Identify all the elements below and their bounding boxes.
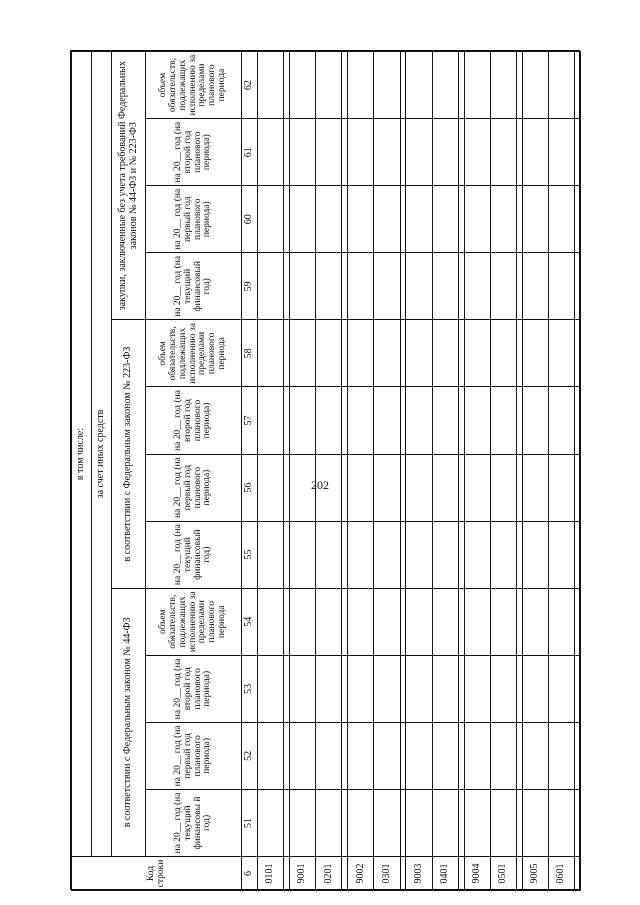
- header-law223: в соответствии с Федеральным законом № 223-ФЗ: [112, 320, 146, 588]
- header-code: Код строки: [72, 857, 242, 891]
- row-code: 0101: [258, 857, 284, 891]
- table-cell: [374, 789, 400, 856]
- row-code: 0201: [316, 857, 342, 891]
- table-row: [522, 52, 548, 891]
- table-cell: [290, 655, 316, 722]
- table-cell: [406, 789, 432, 856]
- table-cell: [374, 722, 400, 789]
- table-cell: [290, 52, 316, 119]
- table-cell: [548, 320, 574, 387]
- row-code: 9005: [522, 857, 548, 891]
- header-including: в том числе:: [72, 52, 92, 857]
- column-number: 55: [242, 521, 258, 588]
- column-number: 57: [242, 387, 258, 454]
- table-cell: [406, 521, 432, 588]
- table-cell: [348, 320, 374, 387]
- subheader-law44-current: на 20__ год (на текущий финансовы й год): [146, 789, 242, 856]
- table-cell: [432, 789, 458, 856]
- table-cell: [258, 588, 284, 655]
- table-cell: [348, 588, 374, 655]
- table-cell: [432, 119, 458, 186]
- table-cell: [290, 454, 316, 521]
- table-cell: [548, 387, 574, 454]
- table-cell: [348, 52, 374, 119]
- table-cell: [258, 722, 284, 789]
- table-cell: [406, 320, 432, 387]
- table-cell: [348, 387, 374, 454]
- table-cell: [316, 387, 342, 454]
- row-code: 9004: [464, 857, 490, 891]
- subheader-nolaw-second: на 20__ год (на второй год планового периода): [146, 119, 242, 186]
- table-row: [490, 52, 516, 891]
- table-cell: [432, 655, 458, 722]
- table-cell: [575, 588, 581, 655]
- table-cell: [575, 387, 581, 454]
- table-row: [432, 52, 458, 891]
- procurement-table: [71, 51, 581, 891]
- table-cell: [575, 722, 581, 789]
- row-code: 0301: [374, 857, 400, 891]
- subheader-law223-current: на 20__ год (на текущий финансовый год): [146, 521, 242, 588]
- table-cell: [258, 387, 284, 454]
- header-other-funds: за счет иных средств: [92, 52, 112, 857]
- table-cell: [432, 722, 458, 789]
- table-cell: [348, 119, 374, 186]
- table-cell: [432, 454, 458, 521]
- table-cell: [522, 253, 548, 320]
- row-code: 9002: [348, 857, 374, 891]
- table-cell: [464, 186, 490, 253]
- table-cell: [432, 588, 458, 655]
- subheader-law223-beyond: объем обязательств, подлежащих исполнению за пределами планового периода: [146, 320, 242, 387]
- table-cell: [432, 320, 458, 387]
- table-cell: [258, 253, 284, 320]
- subheader-nolaw-current: на 20__ год (на текущий финансовый год): [146, 253, 242, 320]
- table-cell: [522, 655, 548, 722]
- table-cell: [490, 521, 516, 588]
- table-cell: [374, 253, 400, 320]
- table-cell: [548, 655, 574, 722]
- table-cell: [290, 186, 316, 253]
- table-cell: [290, 521, 316, 588]
- subheader-law223-first: на 20__ год (на первый год планового периода): [146, 454, 242, 521]
- table-cell: [258, 454, 284, 521]
- table-cell: [374, 655, 400, 722]
- table-cell: [575, 521, 581, 588]
- row-code: 9003: [406, 857, 432, 891]
- table-cell: [464, 387, 490, 454]
- table-cell: [575, 789, 581, 856]
- table-cell: [290, 722, 316, 789]
- table-row: [290, 52, 316, 891]
- table-cell: [432, 253, 458, 320]
- table-row: [548, 52, 574, 891]
- table-cell: [316, 722, 342, 789]
- table-cell: [316, 320, 342, 387]
- table-cell: [548, 186, 574, 253]
- table-cell: [348, 253, 374, 320]
- table-cell: [374, 387, 400, 454]
- subheader-law223-second: на 20__ год (на второй год планового периода): [146, 387, 242, 454]
- table-cell: [575, 119, 581, 186]
- table-cell: [432, 52, 458, 119]
- table-cell: [406, 253, 432, 320]
- table-cell: [490, 789, 516, 856]
- table-cell: [348, 521, 374, 588]
- table-row: [316, 52, 342, 891]
- table-cell: [490, 52, 516, 119]
- table-cell: [432, 186, 458, 253]
- table-cell: [374, 320, 400, 387]
- table-cell: [316, 52, 342, 119]
- table-cell: [490, 119, 516, 186]
- table-cell: [374, 52, 400, 119]
- table-cell: [490, 588, 516, 655]
- table-cell: [258, 789, 284, 856]
- table-cell: [490, 253, 516, 320]
- table-cell: [464, 253, 490, 320]
- table-cell: [316, 588, 342, 655]
- table-cell: [575, 454, 581, 521]
- table-cell: [316, 253, 342, 320]
- table-cell: [348, 722, 374, 789]
- table-cell: [258, 655, 284, 722]
- table-cell: [406, 387, 432, 454]
- table-cell: [290, 588, 316, 655]
- subheader-nolaw-beyond: объем обязательств, подлежащих исполнению за пределами планового периода: [146, 52, 242, 119]
- column-number: 61: [242, 119, 258, 186]
- table-cell: [522, 320, 548, 387]
- table-cell: [374, 119, 400, 186]
- table-cell: [258, 320, 284, 387]
- table-row: [374, 52, 400, 891]
- rotated-table-container: [71, 51, 581, 891]
- table-cell: [258, 521, 284, 588]
- table-cell: [548, 722, 574, 789]
- table-row: [406, 52, 432, 891]
- subheader-law44-second: на 20__ год (на второй год планового периода): [146, 655, 242, 722]
- table-row: [464, 52, 490, 891]
- table-cell: [316, 454, 342, 521]
- row-code: 9001: [290, 857, 316, 891]
- table-cell: [406, 52, 432, 119]
- table-cell: [490, 186, 516, 253]
- header-no-law: закупки, заключенные без учета требований Федеральных законов № 44-ФЗ и № 223-ФЗ: [112, 52, 146, 320]
- table-cell: [348, 655, 374, 722]
- row-code: [575, 857, 581, 891]
- table-cell: [290, 119, 316, 186]
- table-row: [258, 52, 284, 891]
- table-row: [575, 52, 581, 891]
- table-cell: [548, 789, 574, 856]
- table-row: [348, 52, 374, 891]
- table-cell: [374, 521, 400, 588]
- table-cell: [490, 387, 516, 454]
- table-cell: [464, 320, 490, 387]
- table-cell: [406, 655, 432, 722]
- table-cell: [406, 588, 432, 655]
- table-cell: [290, 320, 316, 387]
- table-cell: [316, 521, 342, 588]
- table-cell: [464, 722, 490, 789]
- table-cell: [258, 186, 284, 253]
- table-cell: [548, 588, 574, 655]
- table-cell: [406, 119, 432, 186]
- table-cell: [548, 52, 574, 119]
- header-law44: в соответствии с Федеральным законом № 44-ФЗ: [112, 588, 146, 856]
- table-cell: [348, 789, 374, 856]
- table-cell: [432, 521, 458, 588]
- subheader-nolaw-first: на 20__ год (на первый год планового периода): [146, 186, 242, 253]
- column-number: 53: [242, 655, 258, 722]
- row-code: 0501: [490, 857, 516, 891]
- table-cell: [490, 655, 516, 722]
- table-cell: [548, 454, 574, 521]
- column-number: 59: [242, 253, 258, 320]
- table-cell: [374, 186, 400, 253]
- table-cell: [348, 454, 374, 521]
- table-cell: [374, 588, 400, 655]
- table-cell: [522, 521, 548, 588]
- column-number: 60: [242, 186, 258, 253]
- table-cell: [290, 253, 316, 320]
- table-cell: [290, 387, 316, 454]
- table-cell: [522, 387, 548, 454]
- table-cell: [406, 186, 432, 253]
- table-cell: [522, 454, 548, 521]
- table-body: [258, 52, 581, 891]
- subheader-law44-first: на 20__ год (на первый год планового периода): [146, 722, 242, 789]
- table-cell: [464, 119, 490, 186]
- column-number: 6: [242, 857, 258, 891]
- column-number: 62: [242, 52, 258, 119]
- row-code: 0601: [548, 857, 574, 891]
- table-cell: [522, 722, 548, 789]
- table-cell: [374, 454, 400, 521]
- subheader-law44-beyond: объем обязательств, подлежащих исполнению за пределами планового периода: [146, 588, 242, 655]
- column-number: 54: [242, 588, 258, 655]
- table-cell: [258, 52, 284, 119]
- table-cell: [290, 789, 316, 856]
- table-cell: [548, 253, 574, 320]
- table-cell: [522, 588, 548, 655]
- report-sheet: [70, 50, 580, 890]
- table-cell: [316, 119, 342, 186]
- table-cell: [575, 655, 581, 722]
- table-cell: [575, 186, 581, 253]
- table-cell: [522, 186, 548, 253]
- column-number: 56: [242, 454, 258, 521]
- table-cell: [316, 186, 342, 253]
- column-number: 51: [242, 789, 258, 856]
- table-cell: [490, 320, 516, 387]
- table-cell: [464, 789, 490, 856]
- table-cell: [575, 320, 581, 387]
- column-number: 58: [242, 320, 258, 387]
- table-cell: [464, 521, 490, 588]
- table-cell: [490, 722, 516, 789]
- table-cell: [406, 454, 432, 521]
- table-cell: [464, 655, 490, 722]
- page-number: 202: [311, 478, 329, 492]
- table-cell: [575, 52, 581, 119]
- row-code: 0401: [432, 857, 458, 891]
- table-cell: [522, 52, 548, 119]
- table-cell: [490, 454, 516, 521]
- table-cell: [464, 454, 490, 521]
- table-cell: [464, 588, 490, 655]
- table-cell: [348, 186, 374, 253]
- table-cell: [522, 119, 548, 186]
- table-cell: [432, 387, 458, 454]
- table-cell: [406, 722, 432, 789]
- table-cell: [258, 119, 284, 186]
- table-cell: [548, 119, 574, 186]
- table-cell: [316, 655, 342, 722]
- table-cell: [316, 789, 342, 856]
- table-cell: [548, 521, 574, 588]
- table-cell: [575, 253, 581, 320]
- table-cell: [522, 789, 548, 856]
- column-number: 52: [242, 722, 258, 789]
- table-cell: [464, 52, 490, 119]
